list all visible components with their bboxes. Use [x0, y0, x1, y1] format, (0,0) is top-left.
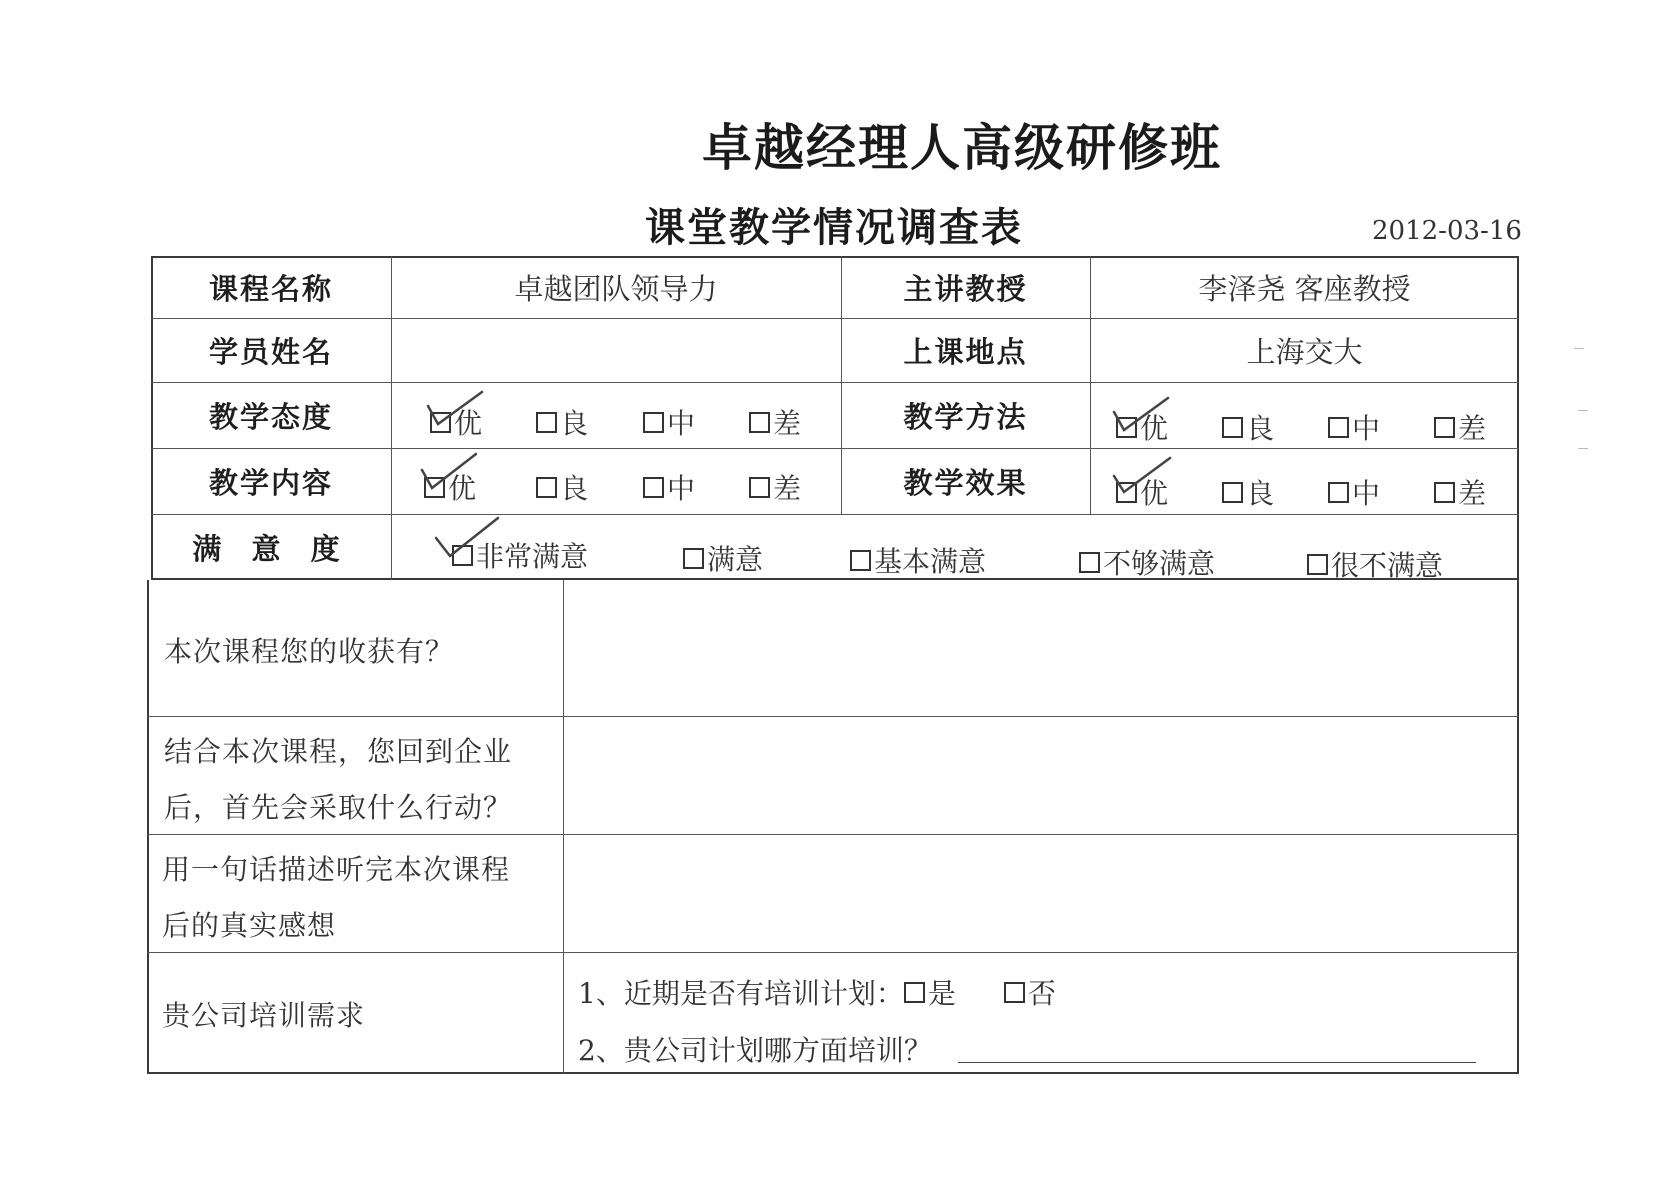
course-name-value: 卓越团队领导力: [514, 271, 718, 306]
option-label: 中: [667, 472, 696, 505]
checkbox-checked-icon[interactable]: [1116, 417, 1137, 438]
attitude-option-average[interactable]: [643, 402, 695, 442]
question-gains: 本次课程您的收获有？: [164, 635, 455, 668]
effect-option-good[interactable]: [1222, 472, 1274, 512]
checkbox-icon[interactable]: [1434, 417, 1455, 438]
satisfaction-option-not-enough[interactable]: [1079, 542, 1215, 582]
satisfaction-option-very-satisfied[interactable]: [452, 535, 588, 575]
training-plan-text: 1、近期是否有培训计划：: [578, 977, 904, 1010]
document-title: 卓越经理人高级研修班: [702, 119, 1222, 177]
question-action-line2: 后，首先会采取什么行动？: [164, 791, 513, 824]
option-label: 优: [1140, 412, 1169, 445]
checkbox-checked-icon[interactable]: [430, 412, 451, 433]
attitude-option-poor[interactable]: [749, 402, 801, 442]
checkbox-icon[interactable]: [850, 550, 871, 571]
effect-option-average[interactable]: [1328, 472, 1380, 512]
content-option-poor[interactable]: [749, 467, 801, 507]
satisfaction-option-basically-satisfied[interactable]: [850, 540, 986, 580]
option-label: 差: [773, 472, 802, 505]
method-option-poor[interactable]: [1434, 407, 1486, 447]
option-label: 很不满意: [1331, 549, 1444, 582]
training-area-answer-line[interactable]: [958, 1062, 1476, 1063]
checkbox-icon[interactable]: [1307, 554, 1328, 575]
document-subtitle: 课堂教学情况调查表: [645, 205, 1023, 251]
satisfaction-option-very-dissatisfied[interactable]: [1307, 544, 1443, 584]
question-action-line1: 结合本次课程，您回到企业: [164, 735, 513, 768]
question-feeling-line1: 用一句话描述听完本次课程: [162, 853, 511, 886]
option-label: 良: [560, 407, 589, 440]
answer-gains-field[interactable]: [565, 582, 1517, 714]
option-label: 优: [1140, 477, 1169, 510]
checkbox-icon[interactable]: [1004, 982, 1025, 1003]
option-label: 基本满意: [874, 545, 987, 578]
training-area-question: 2、贵公司计划哪方面培训？: [578, 1034, 932, 1067]
course-name-label: 课程名称: [208, 271, 333, 306]
checkbox-icon[interactable]: [749, 477, 770, 498]
option-label: 差: [1458, 477, 1487, 510]
option-label: 非常满意: [476, 540, 589, 573]
training-plan-yes-option[interactable]: [904, 972, 956, 1012]
student-name-field[interactable]: [391, 318, 841, 382]
checkbox-icon[interactable]: [1222, 417, 1243, 438]
checkbox-icon[interactable]: [536, 412, 557, 433]
option-label: 良: [560, 472, 589, 505]
checkbox-icon[interactable]: [1328, 482, 1349, 503]
content-option-excellent[interactable]: [424, 467, 476, 507]
scan-edge-mark: [1574, 348, 1584, 349]
lecturer-value: 李泽尧 客座教授: [1198, 271, 1411, 306]
effect-option-excellent[interactable]: [1116, 472, 1168, 512]
training-plan-no-option[interactable]: [1004, 972, 1056, 1012]
location-label: 上课地点: [903, 334, 1028, 369]
col-divider: [563, 580, 564, 1074]
checkbox-icon[interactable]: [749, 412, 770, 433]
scan-edge-mark: [1578, 448, 1588, 449]
question-feeling: [162, 842, 510, 954]
option-label: 优: [454, 407, 483, 440]
option-label: 中: [1352, 412, 1381, 445]
option-label: 差: [773, 407, 802, 440]
row-divider: [147, 716, 1519, 717]
option-label: 良: [1246, 477, 1275, 510]
method-option-good[interactable]: [1222, 407, 1274, 447]
answer-action-field[interactable]: [565, 718, 1517, 832]
checkbox-checked-icon[interactable]: [452, 545, 473, 566]
training-plan-question: [578, 972, 1056, 1012]
lecturer-label: 主讲教授: [903, 271, 1028, 306]
satisfaction-label: 满 意 度: [192, 531, 350, 566]
location-value: 上海交大: [1246, 334, 1363, 369]
checkbox-checked-icon[interactable]: [424, 477, 445, 498]
effect-option-poor[interactable]: [1434, 472, 1486, 512]
checkbox-icon[interactable]: [536, 477, 557, 498]
content-option-good[interactable]: [536, 467, 588, 507]
option-label: 中: [1352, 477, 1381, 510]
scan-edge-mark: [1578, 410, 1588, 411]
checkbox-icon[interactable]: [904, 982, 925, 1003]
checkbox-icon[interactable]: [643, 477, 664, 498]
option-label: 中: [667, 407, 696, 440]
checkbox-icon[interactable]: [1434, 482, 1455, 503]
checkbox-icon[interactable]: [1222, 482, 1243, 503]
option-label: 满意: [707, 543, 764, 576]
checkbox-icon[interactable]: [683, 548, 704, 569]
teaching-content-label: 教学内容: [208, 465, 333, 500]
question-action: [164, 724, 512, 836]
option-label: 差: [1458, 412, 1487, 445]
option-label: 优: [448, 472, 477, 505]
teaching-effect-label: 教学效果: [903, 465, 1028, 500]
answer-feeling-field[interactable]: [565, 836, 1517, 950]
option-label: 良: [1246, 412, 1275, 445]
option-label: 不够满意: [1103, 547, 1216, 580]
teaching-attitude-label: 教学态度: [208, 399, 333, 434]
teaching-method-label: 教学方法: [903, 399, 1028, 434]
option-label: 否: [1027, 977, 1056, 1010]
satisfaction-option-satisfied[interactable]: [683, 538, 763, 578]
method-option-excellent[interactable]: [1116, 407, 1168, 447]
checkbox-icon[interactable]: [643, 412, 664, 433]
checkbox-checked-icon[interactable]: [1116, 482, 1137, 503]
question-feeling-line2: 后的真实感想: [162, 909, 337, 942]
attitude-option-good[interactable]: [536, 402, 588, 442]
attitude-option-excellent[interactable]: [430, 402, 482, 442]
checkbox-icon[interactable]: [1328, 417, 1349, 438]
option-label: 是: [927, 977, 956, 1010]
student-name-label: 学员姓名: [208, 334, 333, 369]
method-option-average[interactable]: [1328, 407, 1380, 447]
checkbox-icon[interactable]: [1079, 552, 1100, 573]
content-option-average[interactable]: [643, 467, 695, 507]
document-date: 2012-03-16: [1372, 216, 1522, 246]
question-training-needs: 贵公司培训需求: [162, 999, 366, 1032]
